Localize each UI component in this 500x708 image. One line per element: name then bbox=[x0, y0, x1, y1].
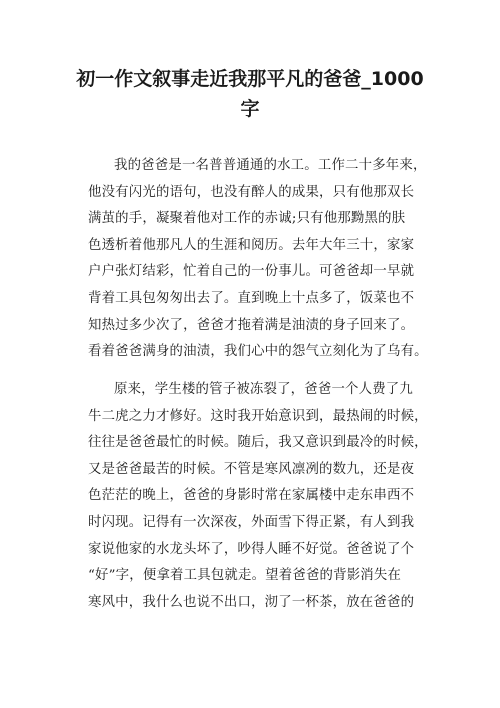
paragraph-line: 又是爸爸最苦的时候。不管是寒风凛冽的数九，还是夜 bbox=[88, 461, 415, 477]
paragraph-line: 往往是爸爸最忙的时候。随后，我又意识到最冷的时候， bbox=[88, 435, 428, 451]
paragraph-2 bbox=[88, 377, 426, 616]
paragraph-line: 寒风中，我什么也说不出口，沏了一杯茶，放在爸爸的 bbox=[88, 594, 415, 610]
paragraph-line: “好”字，便拿着工具包就走。望着爸爸的背影消失在 bbox=[88, 568, 402, 584]
paragraph-line: 看着爸爸满身的油渍，我们心中的怨气立刻化为了乌有。 bbox=[88, 344, 428, 360]
paragraph-1 bbox=[88, 153, 426, 366]
paragraph-line: 满茧的手，凝聚着他对工作的赤诚;只有他那黝黑的肤 bbox=[88, 211, 406, 227]
paragraph-line: 他没有闪光的语句，也没有醉人的成果，只有他那双长 bbox=[88, 184, 415, 200]
paragraph-line: 色透析着他那凡人的生涯和阅历。去年大年三十，家家 bbox=[88, 237, 415, 253]
paragraph-line: 原来，学生楼的管子被冻裂了，爸爸一个人费了九 bbox=[114, 382, 413, 397]
paragraph-line: 家说他家的水龙头坏了，吵得人睡不好觉。爸爸说了个 bbox=[88, 541, 415, 557]
paragraph-line: 时闪现。记得有一次深夜，外面雪下得正紧，有人到我 bbox=[88, 514, 415, 530]
title-line-1: 初一作文叙事走近我那平凡的爸爸_1000 bbox=[76, 68, 424, 90]
paragraph-line: 背着工具包匆匆出去了。直到晚上十点多了，饭菜也不 bbox=[88, 290, 415, 306]
title-line-2: 字 bbox=[240, 98, 260, 120]
paragraph-line: 牛二虎之力才修好。这时我开始意识到，最热闹的时候， bbox=[88, 408, 428, 424]
document-title bbox=[60, 64, 440, 124]
paragraph-line: 知热过多少次了，爸爸才拖着满是油渍的身子回来了。 bbox=[88, 317, 415, 333]
paragraph-line: 户户张灯结彩，忙着自己的一份事儿。可爸爸却一早就 bbox=[88, 264, 415, 280]
paragraph-line: 色茫茫的晚上，爸爸的身影时常在家属楼中走东串西不 bbox=[88, 488, 415, 504]
paragraph-line: 我的爸爸是一名普普通通的水工。工作二十多年来， bbox=[114, 158, 427, 173]
